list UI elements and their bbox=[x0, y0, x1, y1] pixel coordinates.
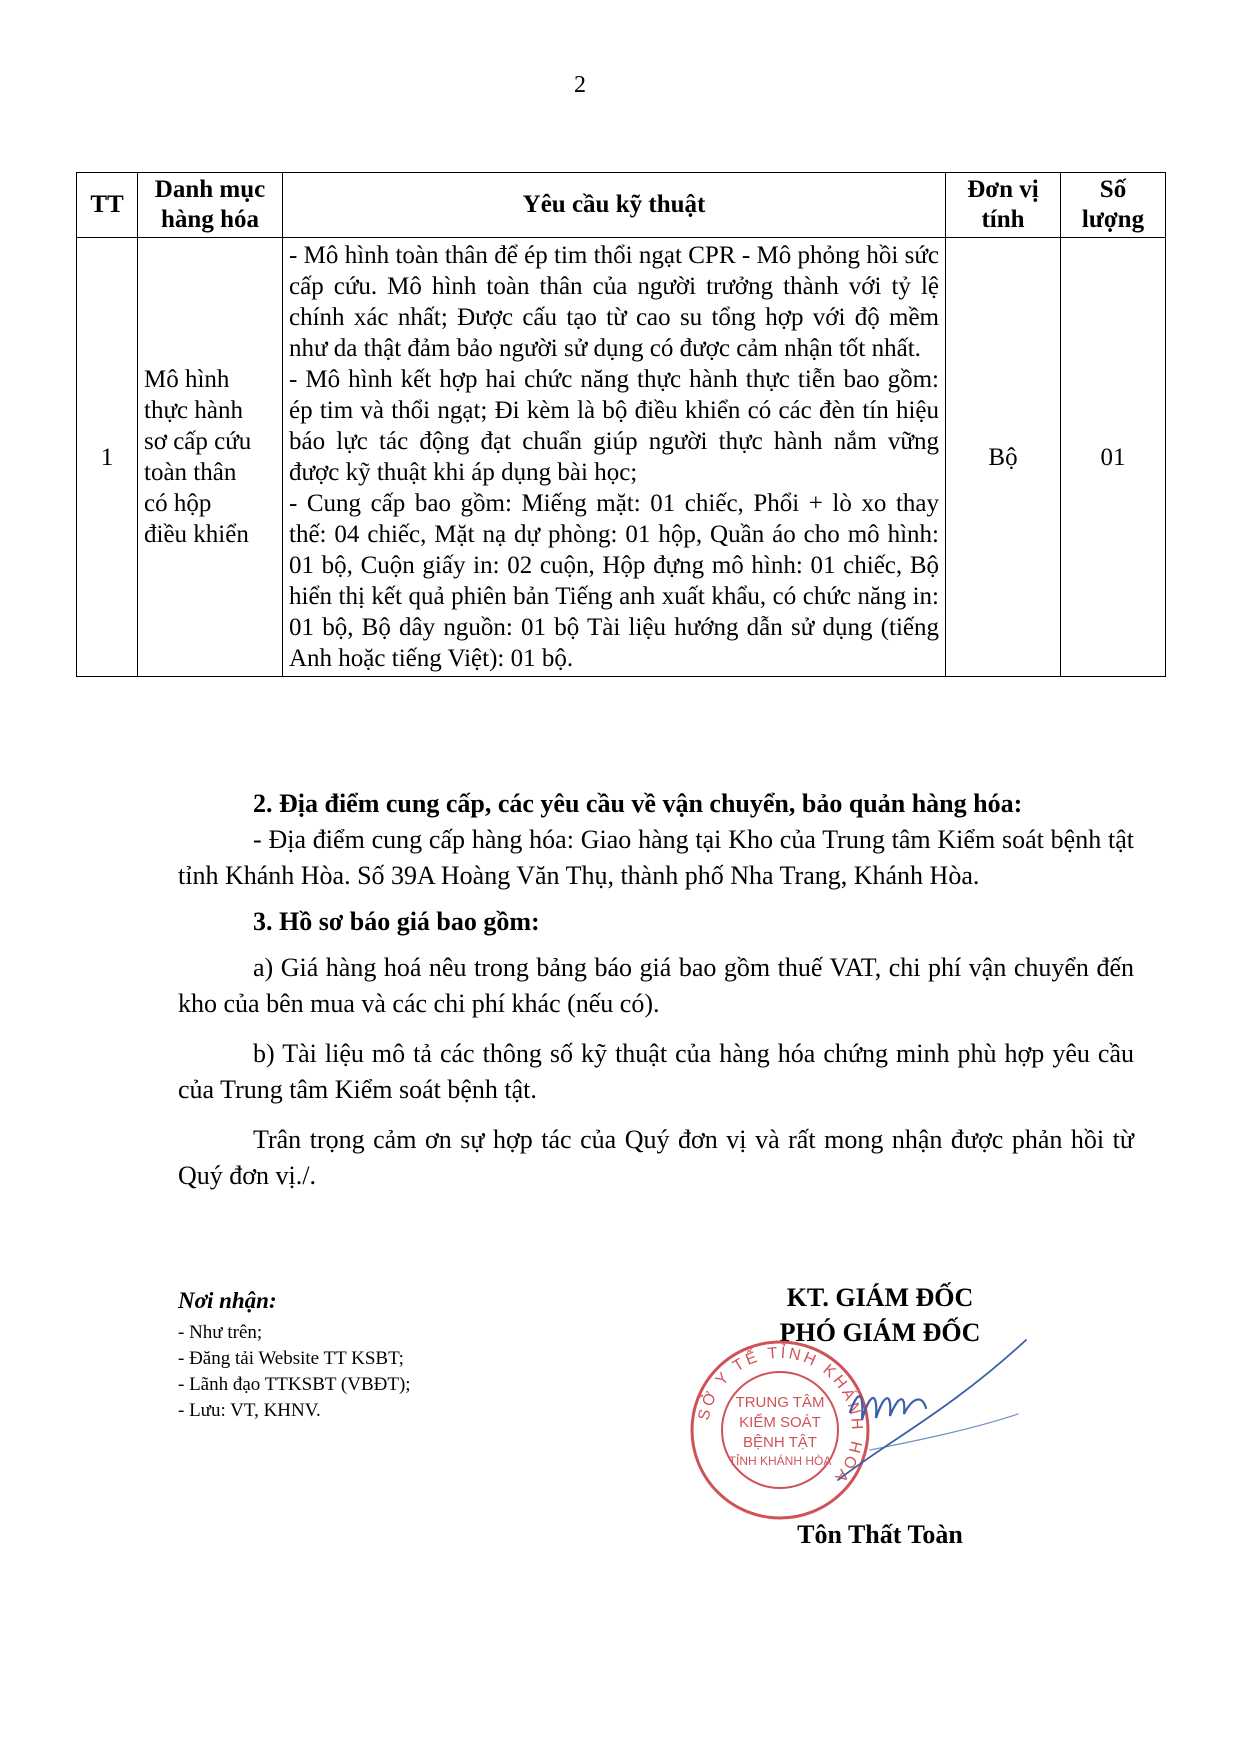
item-name-line: điều khiển bbox=[144, 521, 249, 548]
item-name-line: Mô hình bbox=[144, 366, 230, 393]
stamp-ring-text-path: SỞ Y TẾ TỈNH KHÁNH HÒA bbox=[695, 1344, 866, 1488]
cell-quantity: 01 bbox=[1061, 238, 1166, 677]
recipient-item: - Đăng tải Website TT KSBT; bbox=[178, 1348, 404, 1369]
closing-paragraph: Trân trọng cảm ơn sự hợp tác của Quý đơn vị và rất mong nhận được phản hồi từ Quý đơn vị./. bbox=[178, 1125, 1134, 1190]
header-tt: TT bbox=[77, 173, 138, 238]
requirement-paragraph: - Mô hình kết hợp hai chức năng thực hành thực tiễn bao gồm: ép tim và thổi ngạt; Đi kèm là bộ điều khiển có các đèn tín hiệu báo lực tác động đạt chuẩn giúp người thực hành nắm vững được kỹ thuật khi áp dụng bài học; bbox=[289, 366, 939, 486]
recipients-list bbox=[178, 1320, 578, 1424]
recipient-item: - Lưu: VT, KHNV. bbox=[178, 1400, 321, 1421]
requirement-paragraph: - Cung cấp bao gồm: Miếng mặt: 01 chiếc, Phổi + lò xo thay thế: 04 chiếc, Mặt nạ dự phòng: 01 hộp, Quần áo cho mô hình: 01 bộ, Cuộn giấy in: 02 cuộn, Hộp đựng mô hình: 01 chiếc, Bộ hiển thị kết quả phiên bản Tiếng anh xuất khẩu, có chức năng in: 01 bộ, Bộ dây nguồn: 01 bộ Tài liệu hướng dẫn sử dụng (tiếng Anh hoặc tiếng Việt): 01 bộ. bbox=[289, 490, 939, 672]
recipient-item: - Như trên; bbox=[178, 1322, 263, 1343]
header-unit bbox=[946, 173, 1061, 238]
table-row bbox=[77, 238, 1166, 677]
signature-title-line-1: KT. GIÁM ĐỐC bbox=[786, 1283, 974, 1312]
item-name-line: thực hành bbox=[144, 397, 243, 424]
cell-tt: 1 bbox=[77, 238, 138, 677]
section-3-item-b: b) Tài liệu mô tả các thông số kỹ thuật của hàng hóa chứng minh phù hợp yêu cầu của Trung tâm Kiểm soát bệnh tật. bbox=[178, 1039, 1134, 1104]
requirement-paragraph: - Mô hình toàn thân để ép tim thổi ngạt CPR - Mô phỏng hồi sức cấp cứu. Mô hình toàn thân của người trưởng thành với tỷ lệ chính xác nhất; Được cấu tạo từ cao su tổng hợp với độ mềm như da thật đảm bảo người sử dụng có được cảm nhận tốt nhất. bbox=[289, 242, 939, 362]
stamp-line: KIỂM SOÁT bbox=[739, 1414, 821, 1431]
specification-table bbox=[76, 172, 1166, 677]
header-item-name bbox=[138, 173, 283, 238]
header-unit-line: Đơn vị bbox=[967, 176, 1039, 203]
section-3-heading: 3. Hồ sơ báo giá bao gồm: bbox=[253, 907, 540, 936]
stamp-line: TỈNH KHÁNH HÒA bbox=[728, 1454, 832, 1468]
page-number: 2 bbox=[574, 72, 586, 98]
section-3-item-a: a) Giá hàng hoá nêu trong bảng báo giá bao gồm thuế VAT, chi phí vận chuyển đến kho của bên mua và các chi phí khác (nếu có). bbox=[178, 953, 1134, 1018]
header-quantity-line: lượng bbox=[1081, 206, 1145, 233]
handwritten-signature bbox=[830, 1330, 1030, 1490]
item-name-line: sơ cấp cứu bbox=[144, 428, 252, 455]
header-unit-line: tính bbox=[981, 206, 1025, 233]
section-2-heading: 2. Địa điểm cung cấp, các yêu cầu về vận chuyển, bảo quản hàng hóa: bbox=[253, 789, 1023, 818]
header-item-name-line: hàng hóa bbox=[161, 206, 259, 233]
recipients-block bbox=[178, 1288, 578, 1424]
section-2-text: - Địa điểm cung cấp hàng hóa: Giao hàng tại Kho của Trung tâm Kiểm soát bệnh tật tỉnh Khánh Hòa. Số 39A Hoàng Văn Thụ, thành phố Nha Trang, Khánh Hòa. bbox=[178, 825, 1134, 890]
cell-item-name bbox=[138, 238, 283, 677]
recipients-title: Nơi nhận: bbox=[178, 1288, 277, 1313]
item-name-line: có hộp bbox=[144, 490, 212, 517]
stamp-line: TRUNG TÂM bbox=[735, 1394, 825, 1411]
item-name-line: toàn thân bbox=[144, 459, 237, 486]
cell-unit: Bộ bbox=[946, 238, 1061, 677]
table-header-row bbox=[77, 173, 1166, 238]
recipient-item: - Lãnh đạo TTKSBT (VBĐT); bbox=[178, 1374, 411, 1395]
header-quantity bbox=[1061, 173, 1166, 238]
body-text bbox=[178, 786, 1134, 1194]
header-quantity-line: Số bbox=[1099, 176, 1127, 203]
header-requirements: Yêu cầu kỹ thuật bbox=[283, 173, 946, 238]
header-item-name-line: Danh mục bbox=[154, 176, 266, 203]
signer-name: Tôn Thất Toàn bbox=[797, 1520, 963, 1549]
signature-title-line-2: PHÓ GIÁM ĐỐC bbox=[779, 1318, 981, 1347]
cell-requirements bbox=[283, 238, 946, 677]
stamp-line: BỆNH TẬT bbox=[743, 1434, 817, 1451]
